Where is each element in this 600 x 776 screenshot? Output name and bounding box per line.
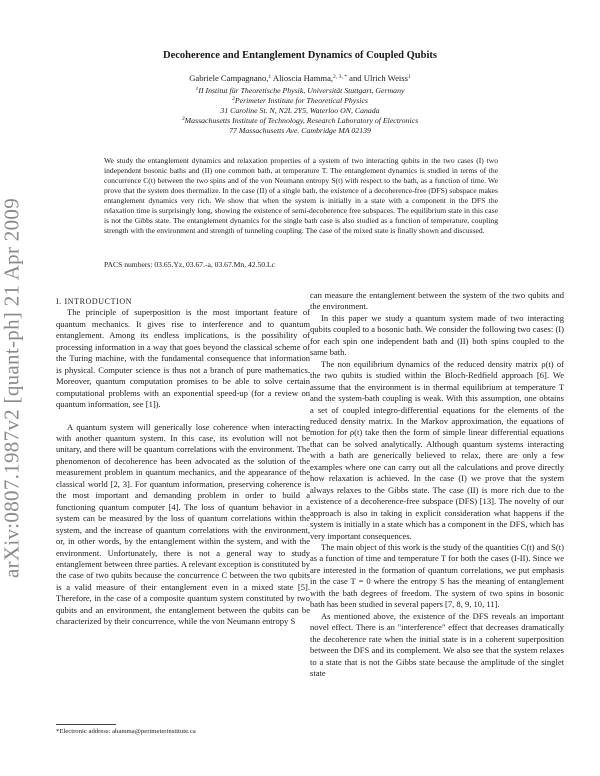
- paragraph: can measure the entanglement between the system of the two qubits and the environment.: [310, 290, 564, 312]
- footnote: *Electronic address: ahamma@perimeterinstitute.ca: [56, 728, 196, 735]
- affiliation-text: Massachusetts Institute of Technology, Research Laboratory of Electronics: [184, 115, 419, 125]
- affiliation-line: [60, 96, 540, 106]
- affiliation-sup: 2: [232, 95, 235, 102]
- author-3-sup: 1: [408, 74, 411, 80]
- paragraph: The main object of this work is the study of the quantities C(t) and S(t) as a function of time and temperature T for both the cases (I-II). Since we are interested in the formation of quantum correlations, we put emphasis in the case T = 0 where the entropy S has the meaning of entanglement with the bath degrees of freedom. The system of two spins in bosonic bath has been studied in several papers [7, 8, 9, 10, 11].: [310, 541, 564, 610]
- paragraph: The principle of superposition is the most important feature of quantum mechanics. It gives rise to interference and to quantum entanglement. Among its endless implications, is the possibility of processing information in a way that goes beyond the classical scheme of the Turing machine, with the fundamental consequence that information is physical. Computer science is thus not a branch of pure mathematics. Moreover, quantum computation promises to be able to solve certain computational problems with an exponential speed-up (for a review on quantum information, see [1]).: [56, 307, 310, 410]
- left-column: [56, 296, 310, 628]
- affiliation-line: [60, 126, 540, 136]
- arxiv-stamp-text: arXiv:0807.1987v2 [quant-ph] 21 Apr 2009: [0, 197, 24, 579]
- author-2-sup: 2, 3, *: [333, 74, 348, 80]
- affiliation-line: [60, 106, 540, 116]
- paragraph: The non equilibrium dynamics of the reduced density matrix ρ(t) of the two qubits is studied within the Bloch-Redfield approach [6]. We assume that the environment is in thermal equilibrium at temperature T and the system-bath coupling is weak. With this assumption, one obtains a set of coupled integro-differential equations for the elements of the reduced density matrix. In the Markov approximation, the equations of motion for ρ(t) take then the form of simple linear differential equations that can be solved analytically. Although quantum systems interacting with a bath are generically believed to relax, there are only a few examples where one can carry out all the calculations and prove directly how relaxation is achieved. In the case (I) we prove that the system always relaxes to the Gibbs state. The case (II) is more rich due to the existence of a decoherence-free subspace (DFS) [13]. The novelty of our approach is also in taking in explicit consideration what happens if the system is initially in a state which has a component in the DFS, which has very important consequences.: [310, 358, 564, 541]
- author-1-sup: 1: [268, 74, 272, 80]
- affiliation-text: Perimeter Institute for Theoretical Physics: [234, 95, 368, 105]
- pacs-numbers: PACS numbers: 03.65.Yz, 03.67.-a, 03.67.Mn, 42.50.Lc: [104, 260, 275, 269]
- paragraph: In this paper we study a quantum system made of two interacting qubits coupled to a bosonic bath. We consider the following two cases: (I) for each spin one independent bath and (II) both spins coupled to the same bath.: [310, 312, 564, 358]
- section-heading: I. INTRODUCTION: [56, 297, 133, 306]
- paragraph: As mentioned above, the existence of the DFS reveals an important novel effect. There is an "interference" effect that decreases dramatically the decoherence rate when the initial state is in a coherent superposition between the DFS and its complement. We also see that the system relaxes to a state that is not the Gibbs state because the amplitude of the singlet state: [310, 610, 564, 678]
- affiliation-text: II Institut für Theoretische Physik, Universität Stuttgart, Germany: [198, 86, 405, 95]
- affiliation-sup: 1: [195, 86, 199, 92]
- affiliations: [60, 86, 540, 136]
- author-2: Alioscia Hamma,: [271, 73, 334, 83]
- paper-title: Decoherence and Entanglement Dynamics of Coupled Qubits: [163, 50, 437, 61]
- abstract: We study the entanglement dynamics and relaxation properties of a system of two interacting qubits in the two cases (I) two independent bosonic baths and (II) one common bath, at temperature T. The entanglement dynamics is studied in terms of the concurrence C(t) between the two spins and of the von Neumann entropy S(t) with respect to the bath, as a function of time. We prove that the system does thermalize. In the case (II) of a single bath, the existence of a decoherence-free (DFS) subspace makes entanglement dynamics very rich. We show that when the system is initially in a state with a component in the DFS the relaxation time is surprisingly long, showing the existence of semi-decoherence free subspaces. The equilibrium state in this case is not the Gibbs state. The entanglement dynamics for the single bath case is also studied as a function of temperature, coupling strength with the environment and strength of tunneling coupling. The case of the mixed state is finally shown and discussed.: [104, 156, 498, 235]
- author-3: and Ulrich Weiss: [347, 73, 408, 83]
- author-1: Gabriele Campagnano,: [189, 73, 269, 83]
- affiliation-text: 31 Caroline St. N, N2L 2Y5, Waterloo ON, Canada: [220, 105, 380, 115]
- footnote-rule: [56, 724, 116, 725]
- paragraph: A quantum system will generically lose coherence when interacting with another quantum system. In this case, its evolution will not be unitary, and there will be quantum correlations with the environment. The phenomenon of decoherence has been advocated as the solution of the measurement problem in quantum mechanics, and the appearance of the classical world [2, 3]. For quantum information, preserving coherence is the most important and demanding problem in order to build a functioning quantum computer [4]. The loss of quantum behavior in a system can be measured by the loss of quantum correlations within the system, and the increase of quantum correlations with the environment, or, in other words, by the entanglement within the system, and with the environment. Unfortunately, there is not a general way to study entanglement between three parties. A relevant exception is constituted by the case of two qubits because the concurrence C between the two qubits is a valid measure of their entanglement even in a mixed state [5]. Therefore, in the case of a composite quantum system constituted by two qubits and an environment, the entanglement between the qubits can be characterized by their concurrence, while the von Neumann entropy S: [56, 421, 310, 627]
- affiliation-text: 77 Massachusetts Ave. Cambridge MA 02139: [229, 125, 371, 135]
- arxiv-stamp: [0, 0, 32, 776]
- affiliation-sup: 3: [181, 115, 185, 122]
- author-line: [60, 73, 540, 83]
- affiliation-line: [60, 86, 540, 96]
- affiliation-line: [60, 116, 540, 126]
- right-column: [310, 290, 564, 679]
